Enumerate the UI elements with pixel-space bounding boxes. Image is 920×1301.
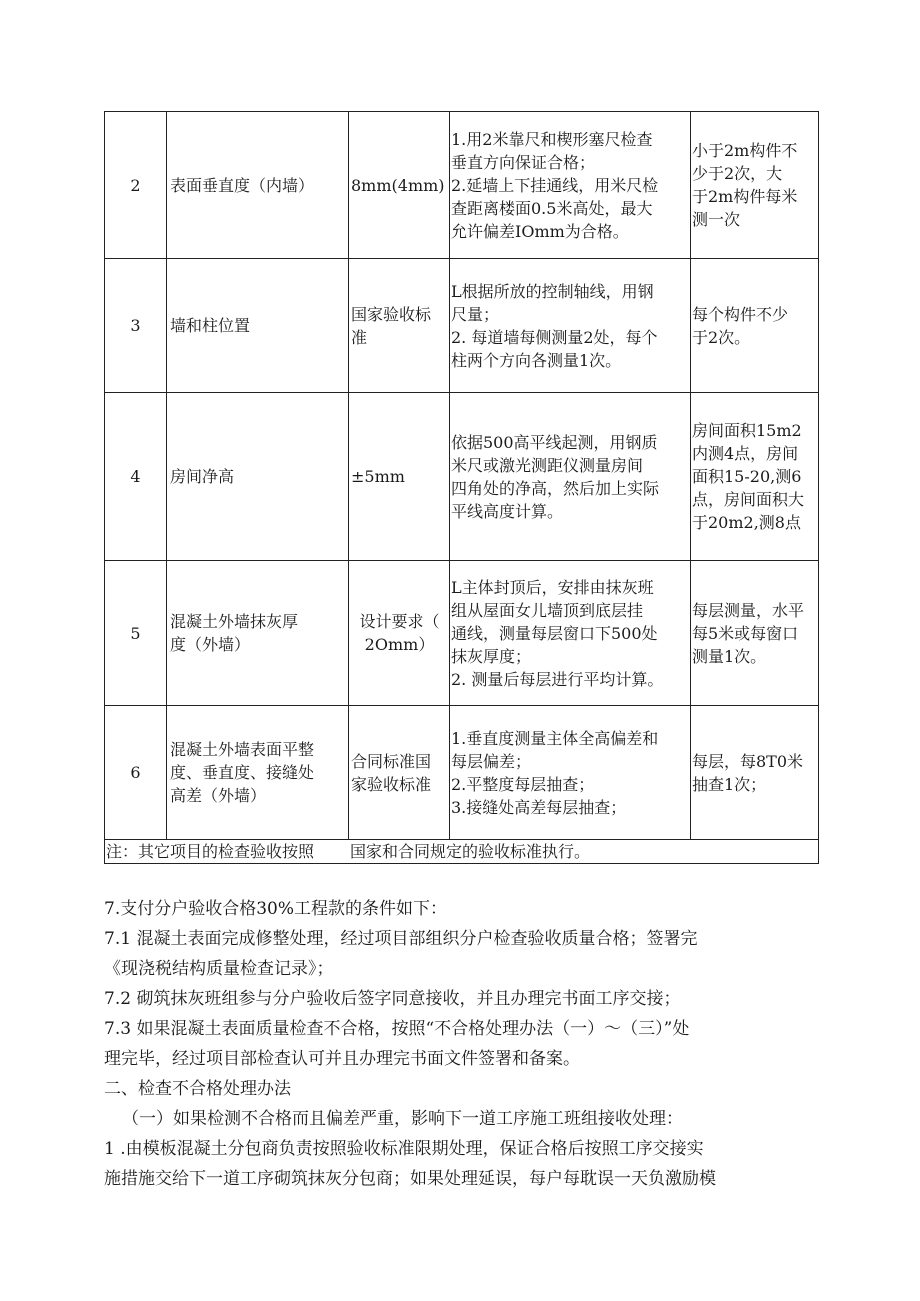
inspection-frequency: 每层测量，水平 每5米或每窗口 测量1次。 — [691, 561, 819, 706]
tolerance: 8mm(4mm) — [349, 112, 450, 259]
inspection-item: 混凝土外墙抹灰厚 度（外墙） — [167, 561, 349, 706]
row-number: 5 — [105, 561, 167, 706]
table-note — [105, 840, 819, 864]
inspection-item: 混凝土外墙表面平整 度、垂直度、接缝处 高差（外墙） — [167, 706, 349, 840]
table-row — [105, 706, 819, 840]
paragraph-line: 7.1 混凝土表面完成修整处理，经过项目部组织分户检查验收质量合格；签署完 — [104, 929, 698, 949]
inspection-frequency: 房间面积15m2 内测4点，房间 面积15-20,测6 点，房间面积大 于20m2,测8点 — [691, 393, 819, 561]
inspection-item: 房间净高 — [167, 393, 349, 561]
tolerance: ±5mm — [349, 393, 450, 561]
inspection-frequency: 小于2m构件不 少于2次，大 于2m构件每米 测一次 — [691, 112, 819, 259]
row-number: 4 — [105, 393, 167, 561]
note-text-part2: 国家和合同规定的验收标准执行。 — [350, 842, 591, 861]
tolerance: 合同标准国 家验收标准 — [349, 706, 450, 840]
inspection-frequency: 每层，每8T0米 抽查1次； — [691, 706, 819, 840]
tolerance: 国家验收标 准 — [349, 259, 450, 393]
paragraph-line: （一）如果检测不合格而且偏差严重，影响下一道工序施工班组接收处理： — [122, 1109, 683, 1129]
inspection-method: L主体封顶后，安排由抹灰班 组从屋面女儿墙顶到底层挂 通线，测量每层窗口下500处 抹灰厚度； 2. 测量后每层进行平均计算。 — [450, 561, 691, 706]
paragraph-line: 7.2 砌筑抹灰班组参与分户验收后签字同意接收，并且办理完书面工序交接； — [104, 989, 681, 1009]
note-text-part1: 注：其它项目的检查验收按照 — [106, 842, 315, 861]
inspection-frequency: 每个构件不少 于2次。 — [691, 259, 819, 393]
row-number: 6 — [105, 706, 167, 840]
inspection-table — [104, 111, 819, 864]
table-row — [105, 561, 819, 706]
row-number: 3 — [105, 259, 167, 393]
table-row — [105, 393, 819, 561]
paragraph-line: 1 .由模板混凝土分包商负责按照验收标准限期处理，保证合格后按照工序交接实 — [104, 1139, 704, 1159]
paragraph-line: 《现浇税结构质量检查记录》； — [104, 959, 334, 979]
paragraph-line: 理完毕，经过项目部检查认可并且办理完书面文件签署和备案。 — [104, 1049, 580, 1069]
paragraph-line: 7.3 如果混凝土表面质量检查不合格，按照“不合格处理办法（一）～（三）”处 — [104, 1019, 690, 1039]
body-text — [104, 894, 824, 1194]
inspection-method: 1.垂直度测量主体全高偏差和 每层偏差； 2.平整度每层抽查； 3.接缝处高差每层抽查； — [450, 706, 691, 840]
tolerance: 设计要求（ 2Omm） — [349, 561, 450, 706]
table-row — [105, 112, 819, 259]
paragraph-line: 7.支付分户验收合格30%工程款的条件如下： — [104, 899, 448, 919]
inspection-method: 1.用2米靠尺和楔形塞尺检查 垂直方向保证合格； 2.延墙上下挂通线，用米尺检 查距离楼面0.5米高处，最大 允许偏差IOmm为合格。 — [450, 112, 691, 259]
inspection-method: 依据500高平线起测，用钢质 米尺或激光测距仪测量房间 四角处的净高，然后加上实际 平线高度计算。 — [450, 393, 691, 561]
table-note-row — [105, 840, 819, 864]
row-number: 2 — [105, 112, 167, 259]
paragraph-line: 施措施交给下一道工序砌筑抹灰分包商；如果处理延误，每户每耽误一天负激励模 — [104, 1169, 716, 1189]
table-row — [105, 259, 819, 393]
inspection-item: 墙和柱位置 — [167, 259, 349, 393]
inspection-item: 表面垂直度（内墙） — [167, 112, 349, 259]
section-heading: 二、检查不合格处理办法 — [104, 1079, 291, 1099]
inspection-method: L根据所放的控制轴线，用钢 尺量； 2. 每道墙每侧测量2处，每个 柱两个方向各测量1次。 — [450, 259, 691, 393]
